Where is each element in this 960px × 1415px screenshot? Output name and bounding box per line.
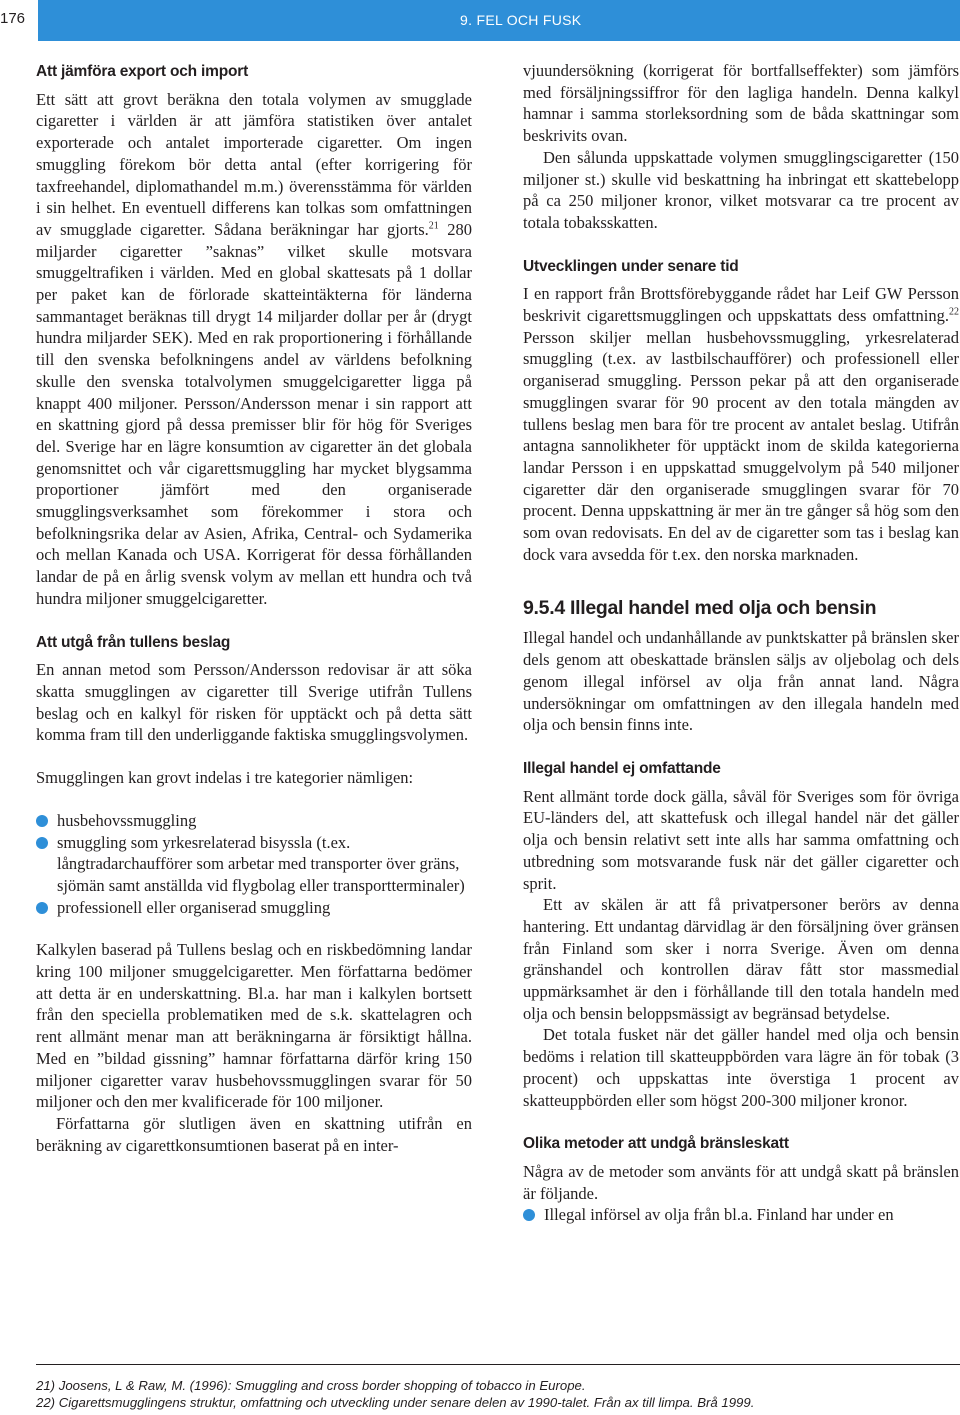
heading-customs-seizures: Att utgå från tullens beslag [36,633,231,651]
list-item: professionell eller organiserad smuggling [36,897,472,919]
methods-list [523,1204,959,1226]
list-item: husbehovssmuggling [36,810,472,832]
bullet-icon [36,815,48,827]
paragraph-customs-method: En annan metod som Persson/Andersson redovisar är att söka skatta smugglingen av cigaretter till Sverige utifrån Tullens beslag och en kalkyl för risken för upptäckt och på detta sätt komma fram till den underliggande faktiska smugglingsvolymen. [36,660,472,745]
paragraph-methods-intro: Några av de metoder som använts för att undgå skatt på bränslen är följande. [523,1161,959,1203]
paragraph-export-import [36,89,472,610]
left-column [36,60,472,1156]
paragraph-bra-report [523,283,959,565]
section-title-oil-petrol: 9.5.4 Illegal handel med olja och bensin [523,597,877,620]
bullet-icon [36,837,48,849]
paragraph-interview-estimate: Författarna gör slutligen även en skattning utifrån en beräkning av cigarettkonsumtionen baserat på en inter- [36,1113,472,1155]
footnote-22: 22) Cigarettsmugglingens struktur, omfattning och utveckling under senare delen av 1990-talet. Från ax till limpa. Brå 1999. [36,1395,755,1410]
bullet-icon [523,1209,535,1221]
bullet-icon [36,902,48,914]
paragraph-text: I en rapport från Brottsförebyggande rådet har Leif GW Persson beskrivit cigarettsmugglingen och uppskattats dess omfattning. [523,284,959,326]
footnote-divider [36,1364,960,1365]
paragraph-categories-intro: Smugglingen kan grovt indelas i tre kategorier nämligen: [36,768,414,788]
paragraph-general: Rent allmänt torde dock gälla, såväl för Sveriges som för övriga EU-länders del, att skattefusk och illegal handel när det gäller olja och bensin relativt sett inte alls har samma omfattning och utbredning som motsvarande fusk när det gäller cigaretter och sprit. [523,786,959,893]
list-item: Illegal införsel av olja från bl.a. Finland har under en [523,1204,959,1226]
paragraph-text: Ett sätt att grovt beräkna den totala volymen av smugglade cigaretter i världen är att jämföra statistiken över antalet exporterade och antalet importerade cigaretter. Om ingen smuggling förekom bör detta antal (efter korrigering för taxfreehandel, diplomathandel m.m.) överensstämma för världen i sin helhet. En eventuell differens kan tolkas som omfattningen av smugglade cigaretter. Sådana beräkningar har gjorts. [36,89,472,239]
heading-fuel-tax-methods: Olika metoder att undgå bränsleskatt [523,1135,789,1153]
footnote-21: 21) Joosens, L & Raw, M. (1996): Smuggling and cross border shopping of tobacco in Europe. [36,1378,586,1393]
paragraph-calculation: Kalkylen baserad på Tullens beslag och en riskbedömning landar kring 100 miljoner smuggelcigaretter. Men författarna bedömer att detta är en underskattning. Bl.a. har man i kalkylen bortsett från den speciella problematiken med de s.k. skattelagren och rent allmänt menar man att beräkningarna är försiktigt hållna. Med en ”bildad gissning” hamnar författarna därför kring 150 miljoner cigaretter varav husbehovssmugglingen svarar för 50 miljoner och den mer kvalificerade för 100 miljoner. [36,940,472,1112]
heading-recent-development: Utvecklingen under senare tid [523,257,739,275]
chapter-title: 9. FEL OCH FUSK [460,12,582,28]
page-number: 176 [0,10,26,27]
paragraph-oil-intro: Illegal handel och undanhållande av punktskatter på bränslen sker dels genom att obeskattade bränslen säljs av oljebolag och dels genom illegal införsel av olja från annat land. Några undersökningar om omfattningen av den illegala handeln med olja och bensin finns inte. [523,628,959,735]
footnotes [36,1377,960,1411]
list-item: smuggling som yrkesrelaterad bisyssla (t.ex. långtradarchaufförer som arbetar med transporter över gräns, sjömän samt anställda vid flygbolag eller transportterminaler) [36,832,472,897]
paragraph-tax-amount: Den sålunda uppskattade volymen smugglingscigaretter (150 miljoner st.) skulle vid beskattning ha inbringat ett skattebelopp på ca 250 miljoner kronor, vilket motsvarar ca tre procent av totala tobaksskatten. [523,147,959,232]
heading-export-import: Att jämföra export och import [36,63,249,80]
paragraph-total-fraud: Det totala fusket när det gäller handel med olja och bensin bedöms i relation till skatteuppbörden vara lägre än för tobak (3 procent) och uppskattas inte överstiga 1 procent av skatteuppbörden eller som högst 200-300 miljoner kronor. [523,1025,959,1110]
category-list [36,810,472,919]
paragraph-finland-border: Ett av skälen är att få privatpersoner berörs av denna hantering. Ett undantag därvidlag är den försäljning över gränsen från Finland som sker i norra Sverige. Även om denna gränshandel och kontrollen därav fått stor massmedial uppmärksamhet är den i förhållande till den totala handeln med olja och bensin beloppsmässigt av begränsad betydelse. [523,895,959,1023]
paragraph-text: Persson skiljer mellan husbehovssmuggling, yrkesrelaterad smuggling (t.ex. av lastbilschaufförer) och professionell eller organiserad smuggling. Persson pekar på att den organiserade smugglingen svarar för 90 procent av den totala mängden av tullens beslag men bara för tre procent av antalet beslag. Utifrån antagna sannolikheter för upptäckt inom de skilda kategorierna landar Persson i en uppskattad smuggelvolym på 540 miljoner cigaretter där den organiserade smugglingen svarar för 70 procent. Denna uppskattning är mer än tre gånger så hög som den som ovan redovisats. En del av de cigaretter som tas i beslag kan dock vara avsedda för t.ex. den norska marknaden. [523,327,959,564]
footnote-ref-22: 22 [949,306,959,318]
paragraph-interview-continued: vjuundersökning (korrigerat för bortfallseffekter) som jämförs med försäljningssiffror för den lagliga handeln. Denna kalkyl hamnar i samma storleksordning som de båda skattningar som beskrivits ovan. [523,61,959,146]
paragraph-text: 280 miljarder cigaretter ”saknas” vilket skulle motsvara smuggeltrafiken i världen. Med en global skattesats på 1 dollar per paket kan de förlorade skatteintäkterna för länderna sammantaget beräknas till drygt 14 miljarder dollar per år (drygt hundra miljarder SEK). Med en rak proportionering i förhållande till den svenska befolkningens andel av världens befolkning skulle den svenska totalvolymen smuggelcigaretter ligga på knappt 400 miljoner. Persson/Andersson menar i sin rapport att en skattning gjord på dessa premisser blir för hög för Sveriges del. Sverige har en lägre konsumtion av cigaretter än det globala genomsnittet och vår cigarettsmuggling har mycket blygsamma proportioner jämfört med den organiserade smugglingsverksamhet som förekommer i stora och befolkningsrika delar av Asien, Afrika, Central- och Sydamerika och mellan Kanada och USA. Korrigerat för dessa förhållanden landar de på en årlig svensk volym av mellan ett hundra och två hundra miljoner smuggelcigaretter. [36,219,473,608]
heading-illegal-trade-limited: Illegal handel ej omfattande [523,759,721,777]
footnote-ref-21: 21 [428,220,439,232]
right-column [523,60,959,1226]
